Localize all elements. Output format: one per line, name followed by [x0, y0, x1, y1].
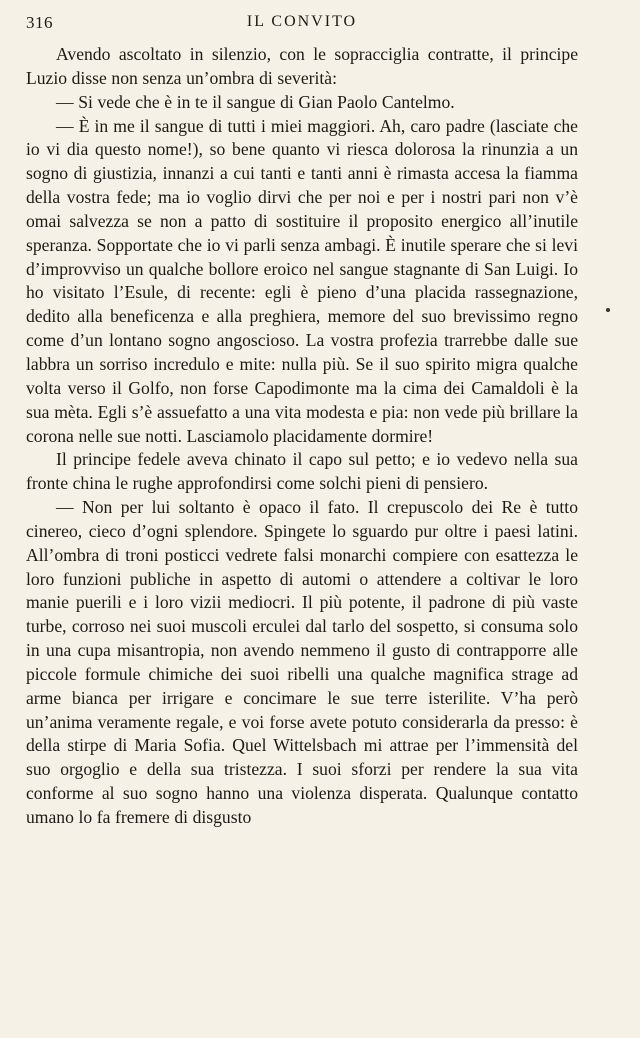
body-text	[26, 43, 578, 830]
paragraph-2: — Si vede che è in te il sangue di Gian Paolo Cantelmo.	[56, 91, 455, 112]
page-header	[26, 13, 578, 39]
page-number: 316	[26, 13, 53, 32]
paragraph-4: Il principe fedele aveva chinato il capo sul petto; e io vedevo nella sua fronte china le rughe approfondirsi come solchi pieni di pensiero.	[26, 449, 578, 494]
margin-mark	[606, 308, 610, 312]
paragraph-1: Avendo ascoltato in silenzio, con le sopracciglia contratte, il principe Luzio disse non senza un’ombra di severità:	[26, 44, 578, 88]
paragraph-5: — Non per lui soltanto è opaco il fato. Il crepuscolo dei Re è tutto cinereo, cieco d’ogni splendore. Spingete lo sguardo pur oltre i paesi latini. All’ombra di troni posticci vedrete falsi monarchi compiere con esattezza le loro funzioni publiche in aspetto di automi o attendere a coltivar le loro manie puerili e i loro vizii mediocri. Il più potente, il padrone di più vaste turbe, corroso nei suoi muscoli erculei dal tarlo del sospetto, si consuma solo in una cupa misantropia, non avendo nemmeno il gusto di contrapporre alle piccole formule chimiche dei suoi ribelli una qualche magnifica strage ad arme bianca per irrigare e concimare le sue terre isterilite. V’ha però un’anima veramente regale, e voi forse avete potuto considerarla da presso: è della stirpe di Maria Sofia. Quel Wittelsbach mi attrae per l’immensità del suo orgoglio e della sua tristezza. I suoi sforzi per rendere la sua vita conforme al suo sogno hanno una violenza disperata. Qualunque contatto umano lo fa fremere di disgusto	[26, 497, 578, 827]
running-title: IL CONVITO	[246, 13, 358, 30]
paragraph-3: — È in me il sangue di tutti i miei maggiori. Ah, caro padre (lasciate che io vi dia questo nome!), so bene quanto vi riesca dolorosa la rinunzia a un sogno di giustizia, innanzi a cui tanti e tanti anni è rimasta accesa la fiamma della vostra fede; ma io voglio dirvi che per noi e per i nostri pari non v’è omai salvezza se non a patto di sostituire il proposito energico all’inutile speranza. Sopportate che io vi parli senza ambagi. È inutile sperare che si levi d’improvviso un qualche bollore eroico nel sangue stagnante di San Luigi. Io ho visitato l’Esule, di recente: egli è pieno d’una placida rassegnazione, dedito alla beneficenza e alla preghiera, memore del suo brevissimo regno come d’un lontano sogno angoscioso. La vostra profezia trarrebbe dalle sue labbra un sorriso incredulo e mite: nulla più. Se il suo spirito migra qualche volta verso il Golfo, non forse Capodimonte ma la cima dei Camaldoli è la sua mèta. Egli s’è assuefatto a una vita modesta e pia: non vede più brillare la corona nelle sue notti. Lasciamolo placidamente dormire!	[26, 115, 578, 446]
